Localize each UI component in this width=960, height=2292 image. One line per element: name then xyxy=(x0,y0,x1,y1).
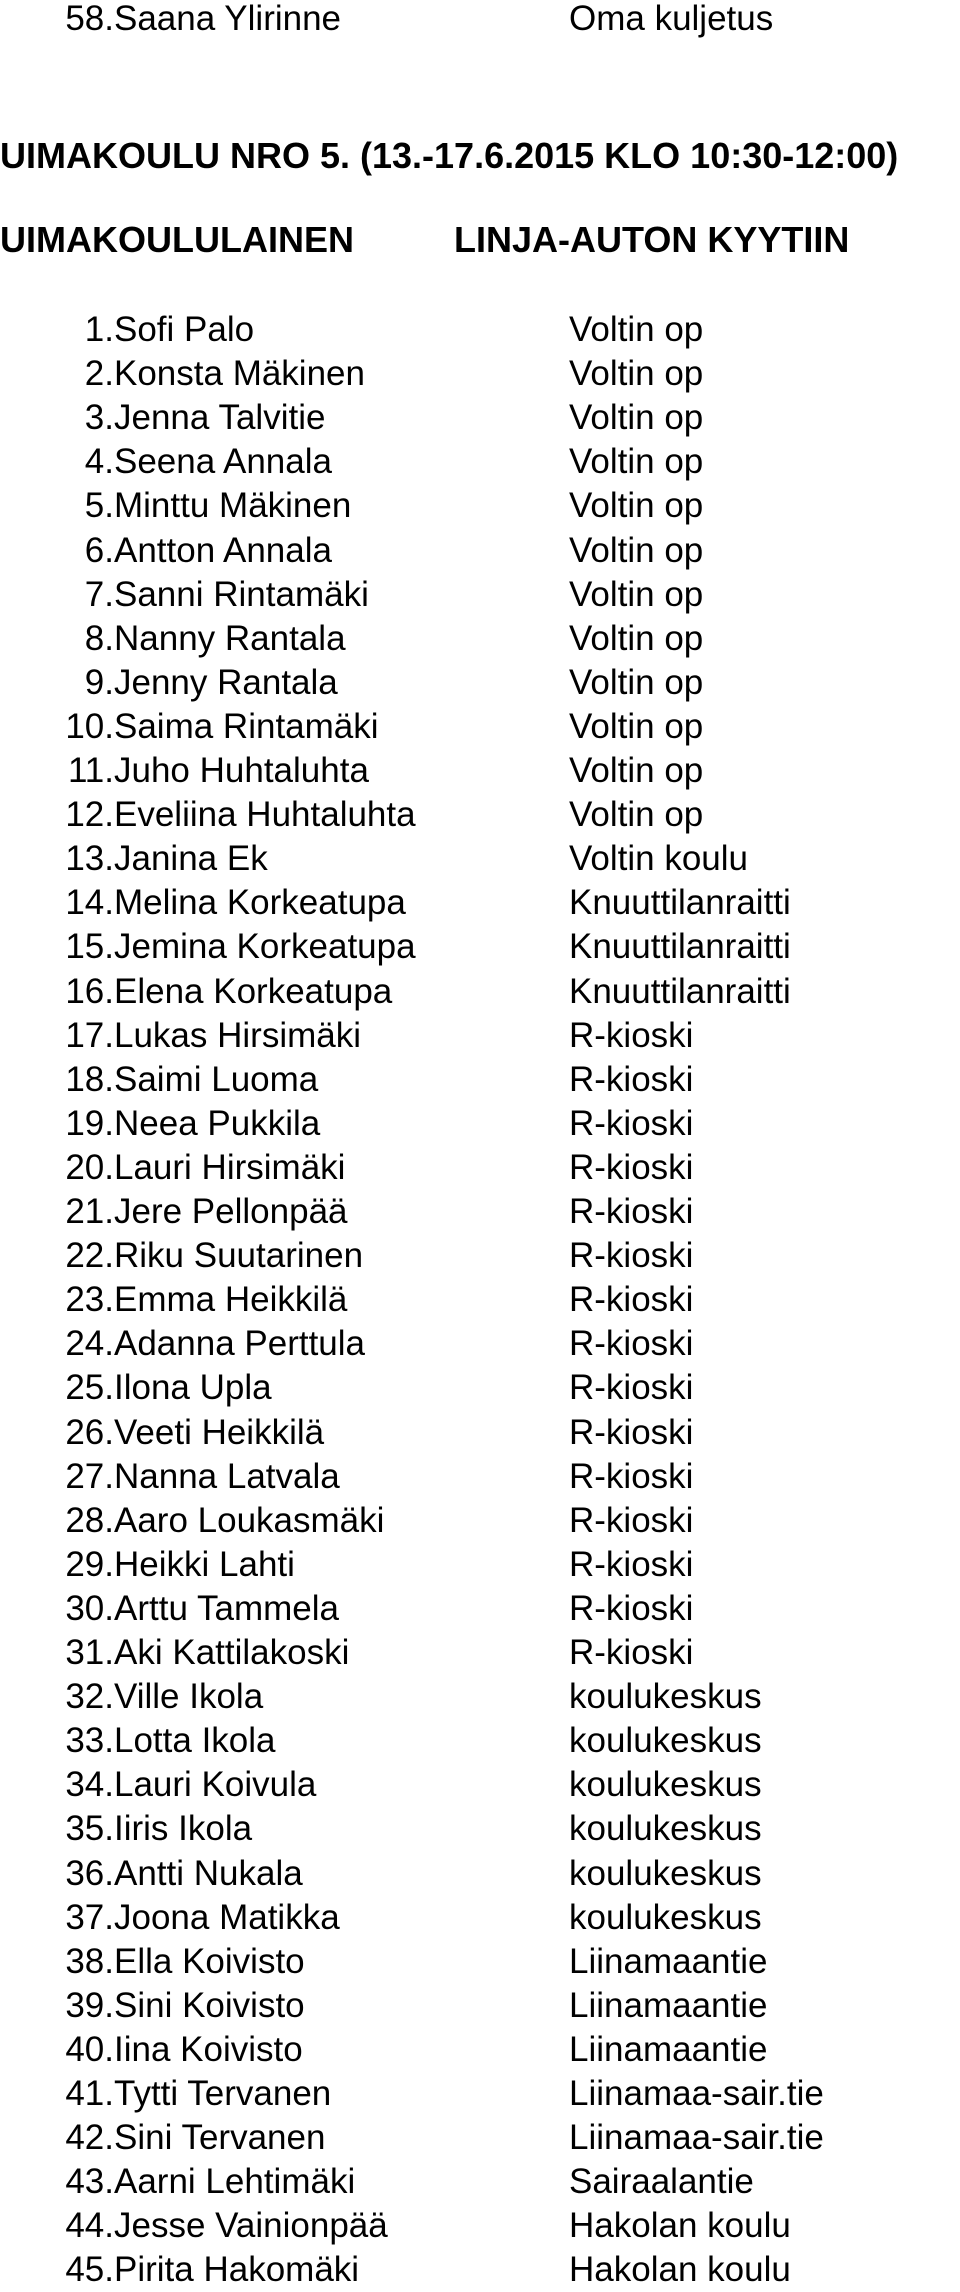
item-pickup: Hakolan koulu xyxy=(569,2250,791,2290)
list-item xyxy=(0,396,960,440)
item-name: Aarni Lehtimäki xyxy=(114,2162,356,2202)
item-pickup: R-kioski xyxy=(569,1456,694,1496)
item-name: Tytti Tervanen xyxy=(114,2074,332,2113)
list-item xyxy=(0,1763,960,1807)
item-pickup: koulukeskus xyxy=(569,1765,762,1805)
item-pickup: koulukeskus xyxy=(569,1853,762,1893)
item-name: Ilona Upla xyxy=(114,1368,272,1408)
item-number: 36. xyxy=(65,1853,114,1893)
item-pickup: Voltin op xyxy=(569,310,704,349)
item-name: Riku Suutarinen xyxy=(114,1236,364,1276)
list-item xyxy=(0,1322,960,1366)
list-item xyxy=(0,1455,960,1499)
item-pickup: R-kioski xyxy=(569,1368,694,1408)
column-header-student: UIMAKOULULAINEN xyxy=(0,219,354,260)
item-name: Saimi Luoma xyxy=(114,1059,319,1099)
list-item xyxy=(0,793,960,837)
item-pickup: Voltin op xyxy=(569,618,704,658)
school-title: UIMAKOULU NRO 5. (13.-17.6.2015 KLO 10:30-12:00) xyxy=(0,135,899,176)
item-pickup: R-kioski xyxy=(569,1500,694,1540)
item-number: 5. xyxy=(84,486,114,526)
item-number: 2. xyxy=(84,354,114,394)
item-name: Antton Annala xyxy=(114,530,332,570)
list-item xyxy=(0,1499,960,1543)
item-pickup: R-kioski xyxy=(569,1412,694,1452)
item-name: Saana Ylirinne xyxy=(114,0,342,38)
list-item xyxy=(0,1411,960,1455)
item-name: Iiris Ikola xyxy=(114,1809,253,1849)
item-pickup: R-kioski xyxy=(569,1192,694,1231)
item-pickup: Voltin op xyxy=(569,486,704,526)
item-number: 37. xyxy=(65,1897,114,1937)
item-pickup: Voltin op xyxy=(569,706,704,746)
item-number: 41. xyxy=(65,2074,114,2113)
item-pickup: Voltin op xyxy=(569,751,704,790)
item-pickup: R-kioski xyxy=(569,1544,694,1584)
list-item xyxy=(0,1366,960,1410)
item-pickup: Voltin op xyxy=(569,574,704,614)
item-pickup: R-kioski xyxy=(569,1588,694,1628)
list-item xyxy=(0,2160,960,2204)
item-number: 6. xyxy=(84,530,114,570)
list-item xyxy=(0,1940,960,1984)
list-item xyxy=(0,881,960,925)
list-item xyxy=(0,352,960,396)
item-number: 35. xyxy=(65,1809,114,1849)
item-number: 32. xyxy=(65,1677,114,1717)
column-header-bus: LINJA-AUTON KYYTIIN xyxy=(454,219,850,260)
item-pickup: Liinamaa-sair.tie xyxy=(569,2074,824,2113)
item-name: Jenny Rantala xyxy=(114,662,338,702)
list-item xyxy=(0,2072,960,2116)
item-pickup: koulukeskus xyxy=(569,1721,762,1761)
item-pickup: Hakolan koulu xyxy=(569,2206,791,2246)
list-item xyxy=(0,1102,960,1146)
item-name: Jenna Talvitie xyxy=(114,398,326,438)
item-number: 20. xyxy=(65,1147,114,1187)
item-pickup: R-kioski xyxy=(569,1103,694,1143)
list-item xyxy=(0,2116,960,2160)
item-number: 43. xyxy=(65,2162,114,2202)
item-number: 38. xyxy=(65,1941,114,1981)
item-number: 31. xyxy=(65,1633,114,1672)
item-name: Jesse Vainionpää xyxy=(114,2206,388,2246)
item-number: 44. xyxy=(65,2206,114,2246)
list-item xyxy=(0,925,960,969)
list-item xyxy=(0,308,960,352)
list-item xyxy=(0,2204,960,2248)
list-item xyxy=(0,1234,960,1278)
item-name: Seena Annala xyxy=(114,442,332,482)
list-item xyxy=(0,1631,960,1675)
item-number: 4. xyxy=(84,442,114,482)
list-item xyxy=(0,440,960,484)
item-name: Jemina Korkeatupa xyxy=(114,927,416,967)
item-name: Sini Tervanen xyxy=(114,2118,326,2158)
item-number: 39. xyxy=(65,1985,114,2025)
list-item xyxy=(0,1719,960,1763)
item-name: Melina Korkeatupa xyxy=(114,883,406,923)
item-name: Lauri Hirsimäki xyxy=(114,1147,346,1187)
list-item xyxy=(0,1852,960,1896)
list-item xyxy=(0,661,960,705)
item-pickup: R-kioski xyxy=(569,1015,694,1055)
item-name: Eveliina Huhtaluhta xyxy=(114,795,416,835)
item-number: 27. xyxy=(65,1456,114,1496)
list-item xyxy=(0,2248,960,2292)
item-pickup: Liinamaantie xyxy=(569,2029,768,2069)
item-number: 19. xyxy=(65,1103,114,1143)
item-number: 11. xyxy=(67,751,114,790)
item-pickup: koulukeskus xyxy=(569,1809,762,1849)
item-number: 40. xyxy=(65,2029,114,2069)
list-item xyxy=(0,1675,960,1719)
item-number: 30. xyxy=(65,1588,114,1628)
item-name: Aki Kattilakoski xyxy=(114,1633,350,1672)
item-name: Ella Koivisto xyxy=(114,1941,305,1981)
list-item xyxy=(0,1984,960,2028)
item-pickup: R-kioski xyxy=(569,1147,694,1187)
list-item xyxy=(0,1543,960,1587)
item-name: Joona Matikka xyxy=(114,1897,340,1937)
item-number: 26. xyxy=(65,1412,114,1452)
item-number: 21. xyxy=(65,1192,114,1231)
list-item xyxy=(0,1014,960,1058)
item-pickup: Knuuttilanraitti xyxy=(569,883,791,923)
item-number: 34. xyxy=(65,1765,114,1805)
item-name: Sanni Rintamäki xyxy=(114,574,369,614)
item-number: 18. xyxy=(65,1059,114,1099)
item-name: Lauri Koivula xyxy=(114,1765,317,1805)
list-item xyxy=(0,749,960,793)
item-name: Nanna Latvala xyxy=(114,1456,340,1496)
item-pickup: Voltin op xyxy=(569,442,704,482)
item-number: 8. xyxy=(84,618,114,658)
list-item xyxy=(0,573,960,617)
list-item xyxy=(0,1278,960,1322)
item-pickup: Oma kuljetus xyxy=(569,0,774,38)
item-pickup: R-kioski xyxy=(569,1633,694,1672)
item-number: 29. xyxy=(65,1544,114,1584)
item-number: 10. xyxy=(65,706,114,746)
list-item xyxy=(0,1896,960,1940)
item-name: Juho Huhtaluhta xyxy=(114,751,369,790)
item-pickup: Voltin op xyxy=(569,795,704,835)
list-item xyxy=(0,1190,960,1234)
list-item xyxy=(0,970,960,1014)
item-name: Iina Koivisto xyxy=(114,2029,303,2069)
item-number: 12. xyxy=(65,795,114,835)
item-name: Arttu Tammela xyxy=(114,1588,339,1628)
item-number: 15. xyxy=(65,927,114,967)
item-pickup: R-kioski xyxy=(569,1324,694,1364)
item-pickup: Voltin koulu xyxy=(569,839,749,879)
item-pickup: Voltin op xyxy=(569,530,704,570)
item-name: Heikki Lahti xyxy=(114,1544,295,1584)
item-name: Veeti Heikkilä xyxy=(114,1412,325,1452)
item-number: 7. xyxy=(84,574,114,614)
item-number: 28. xyxy=(65,1500,114,1540)
item-pickup: Sairaalantie xyxy=(569,2162,754,2202)
item-number: 25. xyxy=(65,1368,114,1408)
item-pickup: Knuuttilanraitti xyxy=(569,927,791,967)
item-number: 23. xyxy=(65,1280,114,1320)
item-pickup: R-kioski xyxy=(569,1280,694,1320)
item-pickup: R-kioski xyxy=(569,1236,694,1276)
item-name: Sini Koivisto xyxy=(114,1985,305,2025)
item-name: Lotta Ikola xyxy=(114,1721,276,1761)
list-item-previous xyxy=(0,0,960,41)
list-item xyxy=(0,617,960,661)
item-pickup: Liinamaantie xyxy=(569,1941,768,1981)
item-pickup: koulukeskus xyxy=(569,1677,762,1717)
list-item xyxy=(0,529,960,573)
item-name: Neea Pukkila xyxy=(114,1103,321,1143)
item-number: 22. xyxy=(65,1236,114,1276)
list-item xyxy=(0,1058,960,1102)
item-name: Minttu Mäkinen xyxy=(114,486,352,526)
item-name: Pirita Hakomäki xyxy=(114,2250,360,2290)
list-item xyxy=(0,837,960,881)
item-number: 45. xyxy=(65,2250,114,2290)
item-name: Lukas Hirsimäki xyxy=(114,1015,361,1055)
item-name: Elena Korkeatupa xyxy=(114,971,393,1011)
list-item xyxy=(0,1587,960,1631)
list-item xyxy=(0,1807,960,1851)
item-name: Jere Pellonpää xyxy=(114,1192,348,1231)
item-number: 13. xyxy=(65,839,114,879)
item-name: Adanna Perttula xyxy=(114,1324,366,1364)
item-number: 17. xyxy=(65,1015,114,1055)
item-name: Saima Rintamäki xyxy=(114,706,379,746)
item-pickup: Voltin op xyxy=(569,354,704,394)
item-number: 33. xyxy=(65,1721,114,1761)
item-number: 3. xyxy=(84,398,114,438)
item-number: 58. xyxy=(65,0,114,38)
item-number: 42. xyxy=(65,2118,114,2158)
item-pickup: Knuuttilanraitti xyxy=(569,971,791,1011)
item-pickup: Voltin op xyxy=(569,398,704,438)
item-number: 16. xyxy=(65,971,114,1011)
item-name: Aaro Loukasmäki xyxy=(114,1500,385,1540)
item-pickup: Liinamaa-sair.tie xyxy=(569,2118,824,2158)
item-pickup: R-kioski xyxy=(569,1059,694,1099)
item-number: 14. xyxy=(65,883,114,923)
item-name: Emma Heikkilä xyxy=(114,1280,348,1320)
item-name: Konsta Mäkinen xyxy=(114,354,365,394)
item-name: Sofi Palo xyxy=(114,310,255,349)
item-pickup: Voltin op xyxy=(569,662,704,702)
item-name: Janina Ek xyxy=(114,839,268,879)
item-pickup: Liinamaantie xyxy=(569,1985,768,2025)
list-item xyxy=(0,1146,960,1190)
item-number: 24. xyxy=(65,1324,114,1364)
item-name: Antti Nukala xyxy=(114,1853,303,1893)
list-item xyxy=(0,484,960,528)
item-name: Nanny Rantala xyxy=(114,618,346,658)
item-pickup: koulukeskus xyxy=(569,1897,762,1937)
list-item xyxy=(0,2028,960,2072)
list-item xyxy=(0,705,960,749)
item-number: 1. xyxy=(84,310,114,349)
item-number: 9. xyxy=(84,662,114,702)
item-name: Ville Ikola xyxy=(114,1677,264,1717)
